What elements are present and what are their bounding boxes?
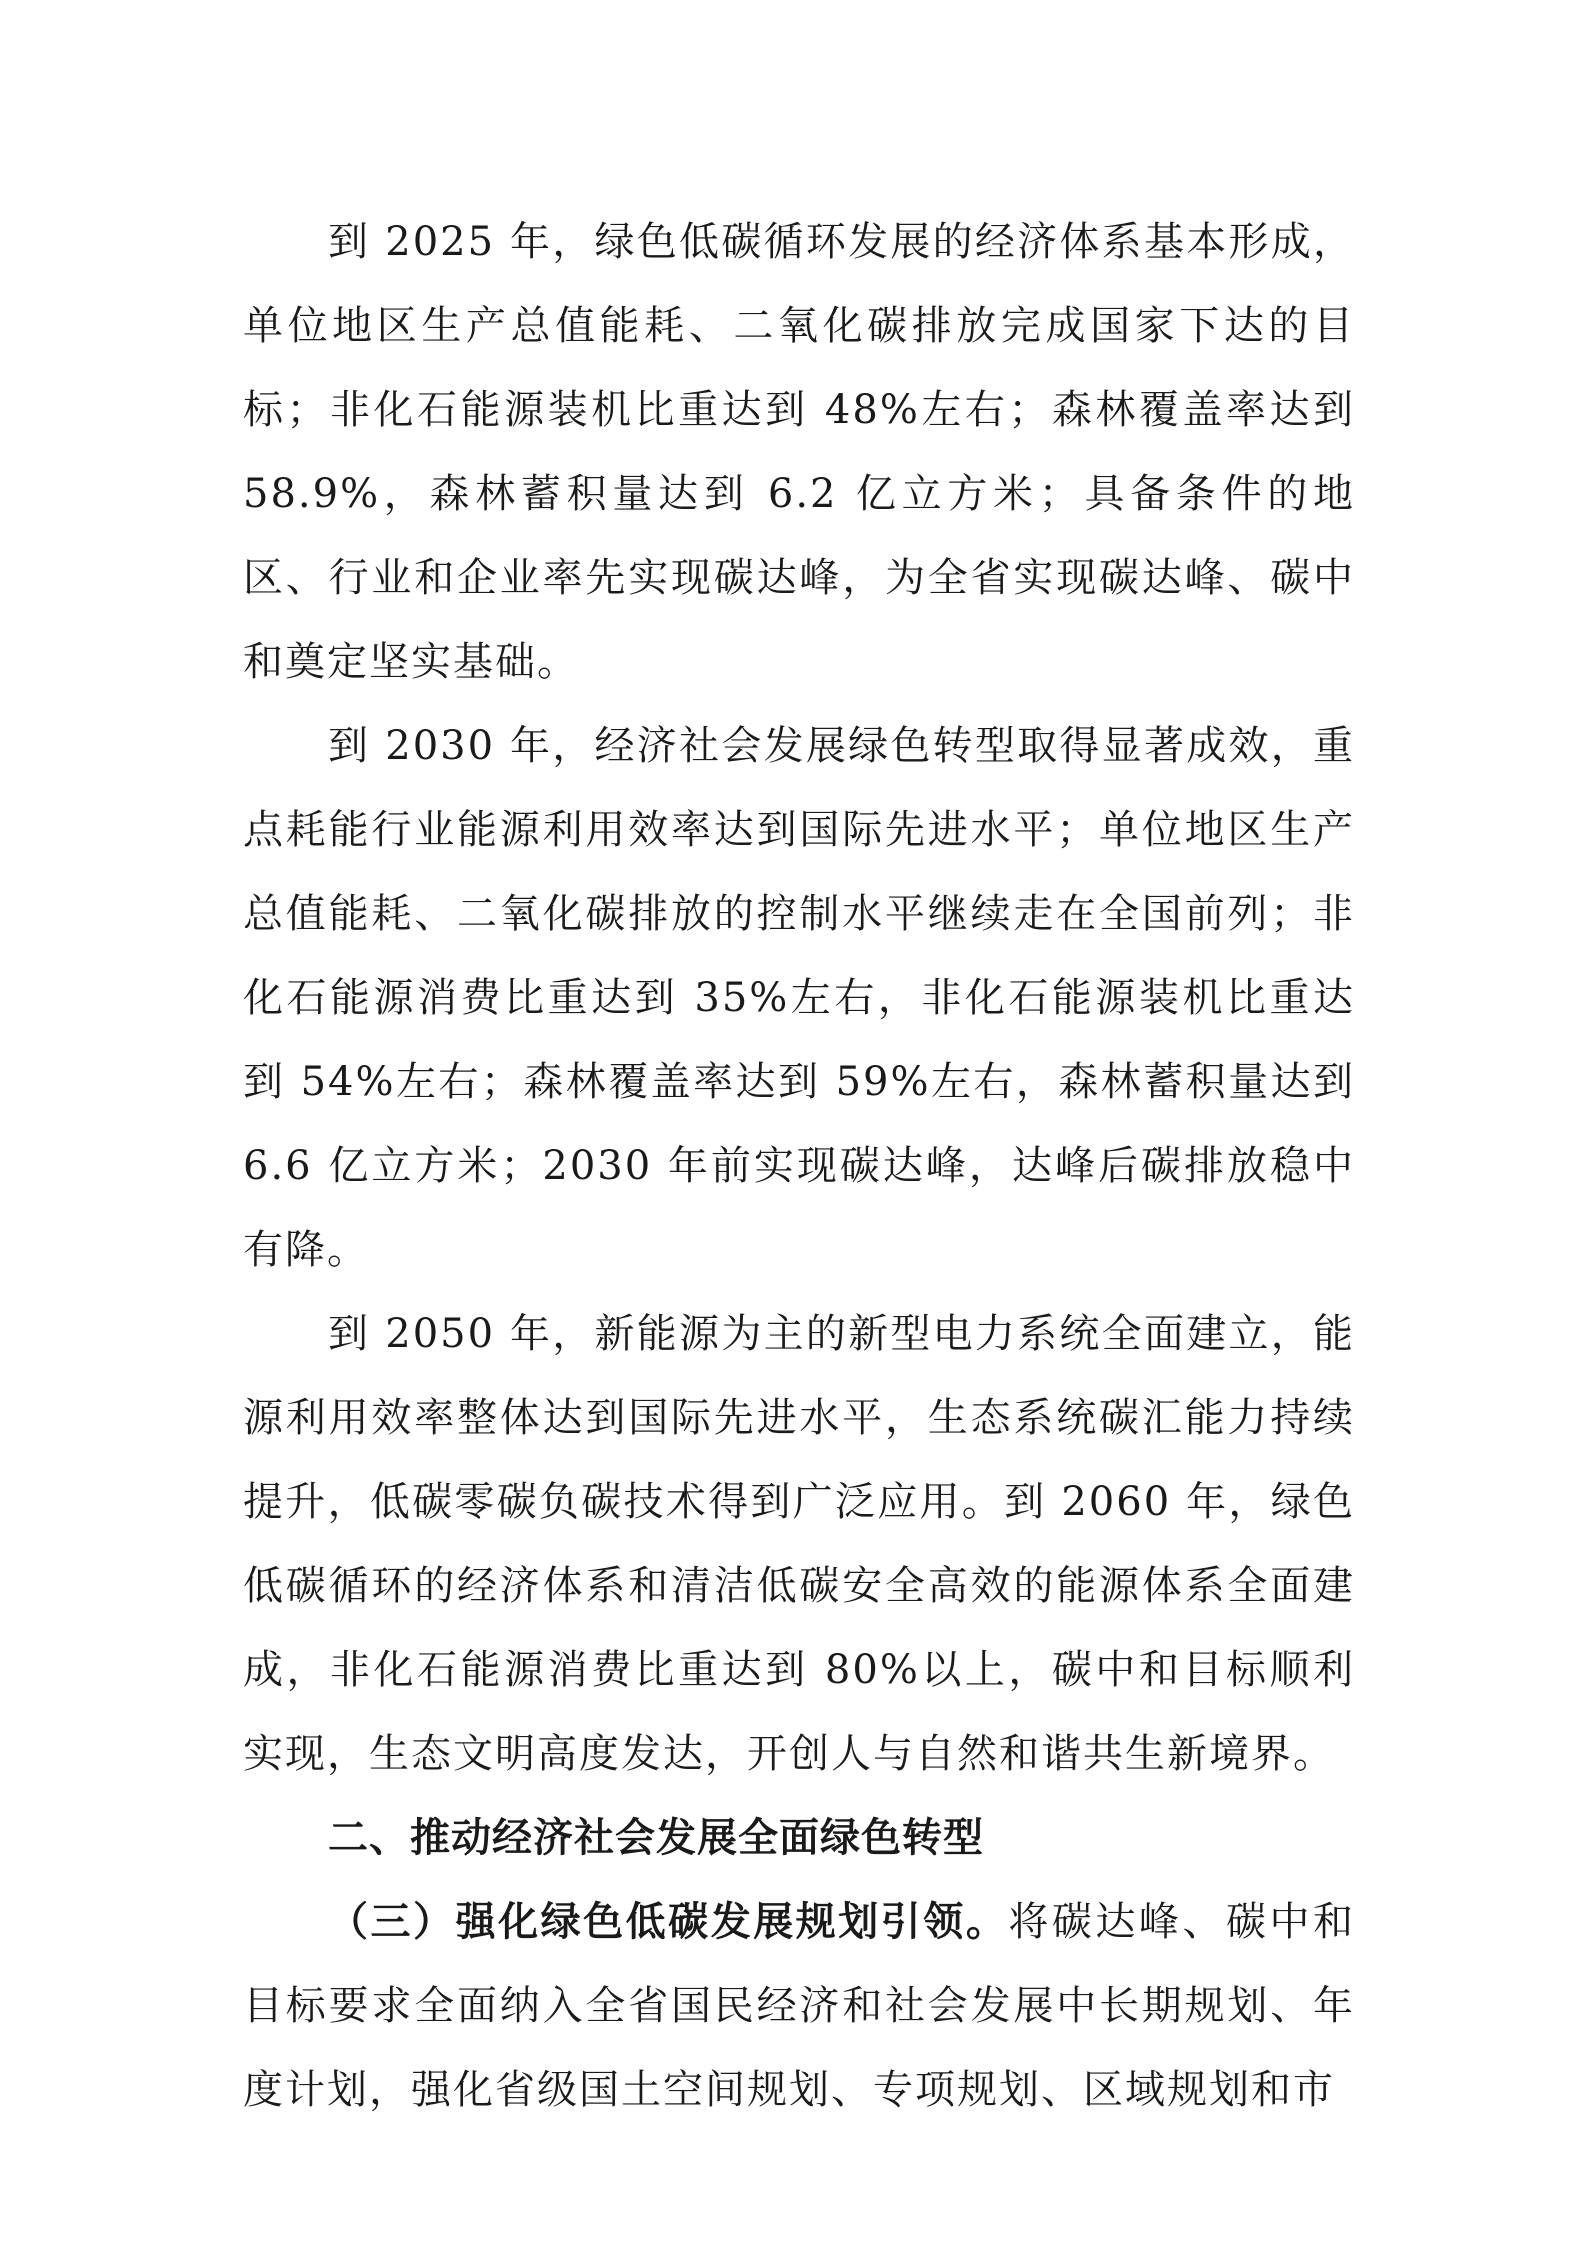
subsection-paragraph: [243, 1880, 1355, 2132]
paragraph-2030-targets: 到 2030 年，经济社会发展绿色转型取得显著成效，重点耗能行业能源利用效率达到国际先进水平；单位地区生产总值能耗、二氧化碳排放的控制水平继续走在全国前列；非化石能源消费比重达到 35%左右，非化石能源装机比重达到 54%左右；森林覆盖率达到 59%左右，森林蓄积量达到 6.6 亿立方米；2030 年前实现碳达峰，达峰后碳排放稳中有降。: [243, 723, 1355, 1273]
section-heading: 二、推动经济社会发展全面绿色转型: [328, 1815, 984, 1861]
paragraph-2050-2060-targets: 到 2050 年，新能源为主的新型电力系统全面建立，能源利用效率整体达到国际先进水平，生态系统碳汇能力持续提升，低碳零碳负碳技术得到广泛应用。到 2060 年，绿色低碳循环的经济体系和清洁低碳安全高效的能源体系全面建成，非化石能源消费比重达到 80%以上，碳中和目标顺利实现，生态文明高度发达，开创人与自然和谐共生新境界。: [243, 1311, 1355, 1777]
subsection-text: 将碳达峰、碳中和目标要求全面纳入全省国民经济和社会发展中长期规划、年度计划，强化省级国土空间规划、专项规划、区域规划和市: [243, 1899, 1356, 2113]
subsection-lead: （三）强化绿色低碳发展规划引领。: [328, 1899, 1009, 1945]
document-body: [243, 200, 1355, 2132]
paragraph-2025-targets: 到 2025 年，绿色低碳循环发展的经济体系基本形成，单位地区生产总值能耗、二氧化碳排放完成国家下达的目标；非化石能源装机比重达到 48%左右；森林覆盖率达到 58.9%，森林蓄积量达到 6.2 亿立方米；具备条件的地区、行业和企业率先实现碳达峰，为全省实现碳达峰、碳中和奠定坚实基础。: [243, 219, 1355, 685]
